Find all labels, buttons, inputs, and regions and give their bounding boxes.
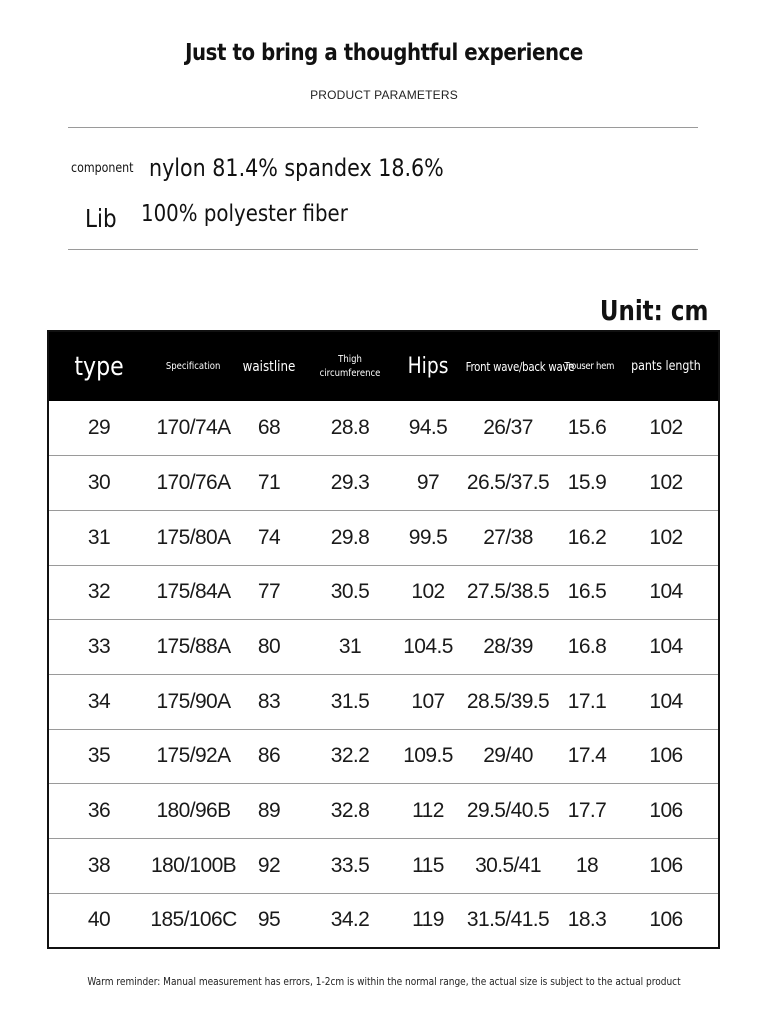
table-cell: 15.9 — [567, 471, 607, 495]
table-row — [48, 839, 719, 894]
page-subtitle: PRODUCT PARAMETERS — [310, 88, 458, 102]
table-cell: 89 — [257, 799, 281, 823]
table-cell: 104 — [649, 689, 683, 713]
column-header-front-back-wave: Front wave/back wave — [465, 359, 575, 374]
table-cell: 40 — [87, 908, 111, 932]
component-value: nylon 81.4% spandex 18.6% — [149, 154, 444, 182]
table-row — [48, 729, 719, 784]
table-cell: 17.7 — [567, 799, 607, 823]
table-cell: 94.5 — [408, 416, 448, 440]
table-cell: 83 — [257, 689, 281, 713]
table-cell: 102 — [649, 525, 683, 549]
table-cell: 92 — [257, 853, 281, 877]
table-row — [48, 893, 719, 948]
table-cell: 74 — [257, 525, 281, 549]
table-cell: 35 — [87, 744, 111, 768]
table-cell: 33 — [87, 635, 111, 659]
size-table — [47, 330, 720, 949]
column-header-hips: Hips — [407, 354, 449, 379]
table-cell: 31.5/41.5 — [466, 908, 550, 932]
table-cell: 71 — [257, 471, 281, 495]
table-cell: 175/92A — [156, 744, 231, 768]
table-cell: 97 — [416, 471, 440, 495]
table-row — [48, 565, 719, 620]
table-row — [48, 784, 719, 839]
table-row — [48, 620, 719, 675]
column-header-specification: Specification — [166, 361, 221, 372]
table-cell: 29/40 — [483, 744, 533, 768]
table-cell: 31.5 — [330, 689, 370, 713]
table-cell: 28/39 — [483, 635, 533, 659]
table-cell: 29 — [87, 416, 111, 440]
table-cell: 30.5/41 — [475, 853, 541, 877]
table-cell: 26/37 — [483, 416, 533, 440]
table-cell: 28.5/39.5 — [466, 689, 550, 713]
table-cell: 106 — [649, 799, 683, 823]
table-cell: 106 — [649, 908, 683, 932]
table-cell: 34 — [87, 689, 111, 713]
table-row — [48, 510, 719, 565]
table-cell: 17.4 — [567, 744, 607, 768]
table-cell: 30 — [87, 471, 111, 495]
table-cell: 16.5 — [567, 580, 607, 604]
table-cell: 102 — [649, 416, 683, 440]
table-cell: 102 — [411, 580, 445, 604]
table-cell: 106 — [649, 744, 683, 768]
table-cell: 175/88A — [156, 635, 231, 659]
page-title: Just to bring a thoughtful experience — [185, 40, 583, 66]
table-row — [48, 401, 719, 456]
table-cell: 77 — [257, 580, 281, 604]
table-header-row — [48, 331, 719, 401]
table-cell: 17.1 — [567, 689, 607, 713]
column-header-type: type — [74, 351, 124, 382]
table-cell: 27.5/38.5 — [466, 580, 550, 604]
table-cell: 16.8 — [567, 635, 607, 659]
table-cell: 36 — [87, 799, 111, 823]
table-cell: 30.5 — [330, 580, 370, 604]
component-label: component — [71, 161, 134, 176]
table-cell: 18.3 — [567, 908, 607, 932]
table-row — [48, 674, 719, 729]
warm-reminder-note: Warm reminder: Manual measurement has errors, 1-2cm is within the normal range, the actual size is subject to the actual product — [87, 975, 681, 988]
unit-label: Unit: cm — [599, 294, 708, 327]
column-header-trouser-hem: Trouser hem — [564, 361, 615, 372]
table-cell: 175/90A — [156, 689, 231, 713]
table-cell: 26.5/37.5 — [466, 471, 550, 495]
table-cell: 34.2 — [330, 908, 370, 932]
table-cell: 112 — [412, 799, 444, 823]
table-cell: 175/84A — [156, 580, 231, 604]
column-header-pants-length: pants length — [631, 359, 701, 374]
table-cell: 185/106C — [150, 908, 237, 932]
table-cell: 28.8 — [330, 416, 370, 440]
table-cell: 29.3 — [330, 471, 370, 495]
table-cell: 109.5 — [403, 744, 453, 768]
table-cell: 104 — [649, 635, 683, 659]
table-cell: 104.5 — [403, 635, 453, 659]
table-row — [48, 456, 719, 511]
table-cell: 38 — [87, 853, 111, 877]
table-cell: 68 — [257, 416, 281, 440]
divider-top — [68, 127, 698, 128]
table-cell: 32.8 — [330, 799, 370, 823]
table-cell: 15.6 — [567, 416, 607, 440]
table-cell: 29.8 — [330, 525, 370, 549]
table-cell: 102 — [649, 471, 683, 495]
table-cell: 115 — [412, 853, 444, 877]
column-header-thigh-circumference: Thigh circumference — [319, 353, 381, 379]
table-cell: 180/96B — [156, 799, 231, 823]
table-cell: 33.5 — [330, 853, 370, 877]
table-cell: 180/100B — [150, 853, 237, 877]
table-cell: 27/38 — [483, 525, 533, 549]
table-cell: 119 — [412, 908, 444, 932]
table-body — [48, 401, 719, 948]
table-cell: 29.5/40.5 — [466, 799, 550, 823]
column-header-waistline: waistline — [242, 358, 296, 375]
table-cell: 31 — [338, 635, 362, 659]
table-cell: 86 — [257, 744, 281, 768]
table-cell: 99.5 — [408, 525, 448, 549]
table-cell: 104 — [649, 580, 683, 604]
table-cell: 80 — [257, 635, 281, 659]
lining-label: Lib — [85, 204, 117, 233]
table-cell: 170/74A — [156, 416, 231, 440]
table-cell: 31 — [87, 525, 111, 549]
lining-value: 100% polyester fiber — [141, 201, 348, 227]
table-cell: 175/80A — [156, 525, 231, 549]
table-cell: 18 — [575, 853, 599, 877]
table-cell: 106 — [649, 853, 683, 877]
table-cell: 32 — [87, 580, 111, 604]
table-cell: 16.2 — [567, 525, 607, 549]
table-cell: 95 — [257, 908, 281, 932]
table-cell: 32.2 — [330, 744, 370, 768]
divider-bottom — [68, 249, 698, 250]
table-cell: 107 — [411, 689, 445, 713]
table-cell: 170/76A — [156, 471, 231, 495]
